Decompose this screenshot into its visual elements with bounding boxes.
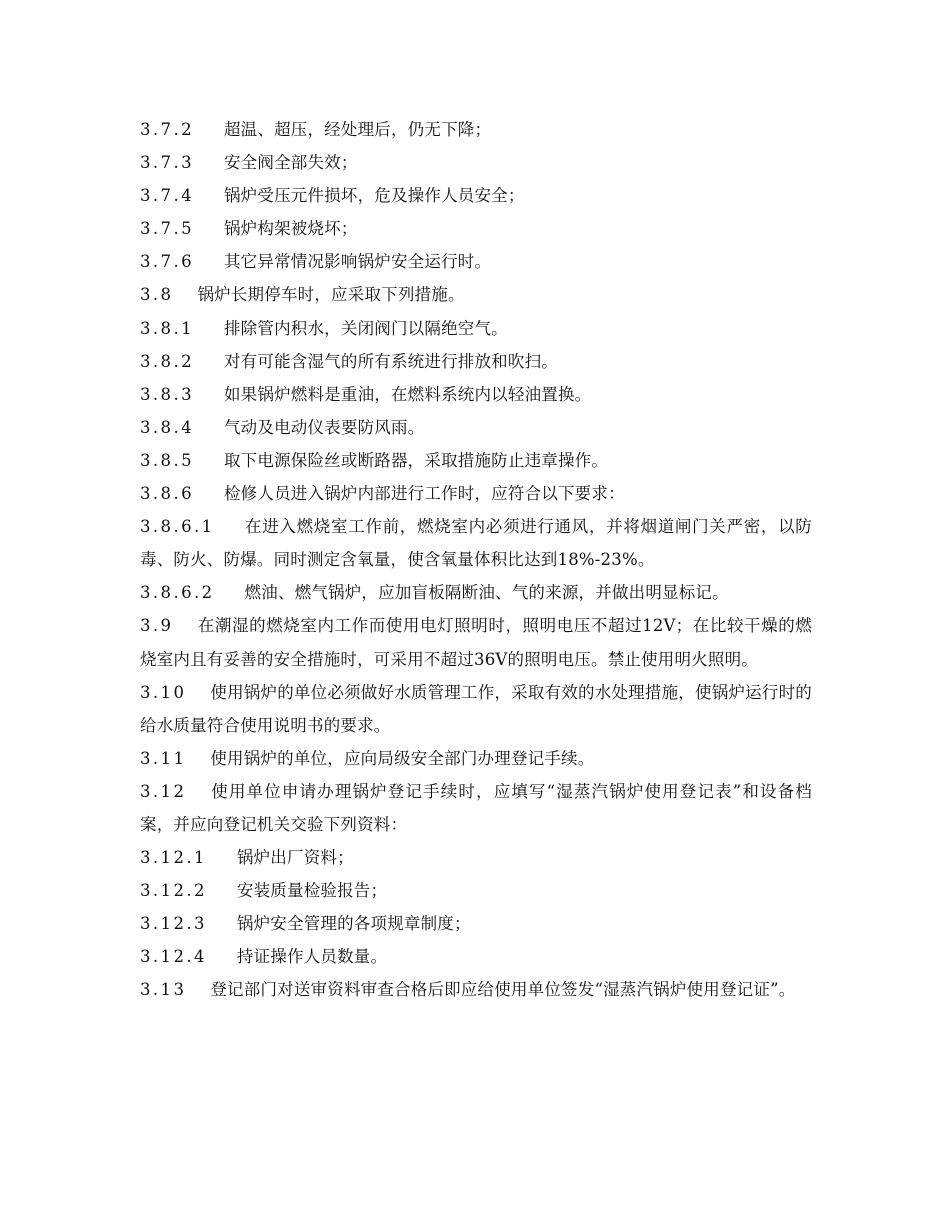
clause-text: 如果锅炉燃料是重油，在燃料系统内以轻油置换。 [223, 384, 592, 404]
clause-number: 3.8.2 [140, 351, 194, 371]
clause-number: 3.13 [140, 980, 187, 1000]
clause-text: 使用锅炉的单位必须做好水质管理工作，采取有效的水处理措施，使锅炉运行时的给水质量符合使用说明书的要求。 [140, 682, 812, 735]
clause-number: 3.7.6 [140, 252, 194, 272]
document-body [140, 113, 812, 1007]
clause-text: 锅炉安全管理的各项规章制度； [236, 914, 471, 934]
paragraph-3-12-3 [140, 907, 812, 940]
paragraph-3-8-6-1 [140, 510, 812, 576]
paragraph-3-12-1 [140, 841, 812, 874]
clause-text: 取下电源保险丝或断路器，采取措施防止违章操作。 [223, 450, 609, 470]
clause-number: 3.8.3 [140, 384, 194, 404]
clause-number: 3.7.4 [140, 186, 194, 206]
paragraph-3-12-4 [140, 940, 812, 973]
clause-text: 持证操作人员数量。 [236, 947, 388, 967]
clause-number: 3.8.6.2 [140, 583, 215, 603]
clause-text: 锅炉出厂资料； [236, 848, 354, 868]
clause-number: 3.8.4 [140, 417, 194, 437]
clause-text: 检修人员进入锅炉内部进行工作时，应符合以下要求： [223, 484, 625, 504]
paragraph-3-10 [140, 676, 812, 742]
paragraph-3-7-3 [140, 146, 812, 179]
clause-number: 3.8 [140, 285, 174, 305]
paragraph-3-8-5 [140, 444, 812, 477]
clause-text: 安全阀全部失效； [223, 153, 358, 173]
paragraph-3-8-1 [140, 312, 812, 345]
clause-text: 其它异常情况影响锅炉安全运行时。 [223, 252, 492, 272]
clause-text: 锅炉受压元件损坏，危及操作人员安全； [223, 186, 525, 206]
clause-text: 气动及电动仪表要防风雨。 [223, 417, 425, 437]
paragraph-3-12-2 [140, 874, 812, 907]
clause-number: 3.8.1 [140, 318, 194, 338]
paragraph-3-8-3 [140, 378, 812, 411]
clause-number: 3.8.6 [140, 484, 194, 504]
clause-number: 3.12.3 [140, 914, 207, 934]
paragraph-3-8-4 [140, 411, 812, 444]
clause-number: 3.8.5 [140, 450, 194, 470]
clause-text: 超温、超压，经处理后，仍无下降； [223, 120, 492, 139]
clause-text: 燃油、燃气锅炉，应加盲板隔断油、气的来源，并做出明显标记。 [244, 583, 729, 603]
clause-number: 3.12.1 [140, 848, 207, 868]
clause-number: 3.7.5 [140, 219, 194, 239]
clause-text: 对有可能含湿气的所有系统进行排放和吹扫。 [223, 351, 558, 371]
clause-number: 3.12.2 [140, 881, 207, 901]
clause-number: 3.9 [140, 616, 174, 636]
clause-text: 在进入燃烧室工作前，燃烧室内必须进行通风，并将烟道闸门关严密，以防毒、防火、防爆。同时测定含氧量，使含氧量体积比达到18%-23%。 [140, 517, 812, 570]
paragraph-3-13 [140, 973, 812, 1006]
clause-number: 3.12 [140, 781, 187, 801]
paragraph-3-11 [140, 742, 812, 775]
clause-text: 锅炉构架被烧坏； [223, 219, 358, 239]
clause-text: 排除管内积水，关闭阀门以隔绝空气。 [223, 318, 508, 338]
clause-number: 3.10 [140, 682, 187, 702]
clause-number: 3.8.6.1 [140, 517, 215, 537]
paragraph-3-7-6 [140, 245, 812, 278]
paragraph-3-8-6 [140, 477, 812, 510]
clause-text: 安装质量检验报告； [236, 881, 388, 901]
clause-number: 3.7.2 [140, 120, 194, 139]
clause-number: 3.11 [140, 748, 187, 768]
paragraph-3-8-6-2 [140, 576, 812, 609]
clause-text: 使用锅炉的单位，应向局级安全部门办理登记手续。 [210, 748, 595, 768]
clause-text: 在潮湿的燃烧室内工作而使用电灯照明时，照明电压不超过12V；在比较干燥的燃烧室内且有妥善的安全措施时，可采用不超过36V的照明电压。禁止使用明火照明。 [140, 616, 812, 669]
clause-number: 3.7.3 [140, 153, 194, 173]
clause-text: 使用单位申请办理锅炉登记手续时，应填写“湿蒸汽锅炉使用登记表”和设备档案，并应向登记机关交验下列资料： [140, 781, 812, 834]
clause-number: 3.12.4 [140, 947, 207, 967]
paragraph-3-7-4 [140, 179, 812, 212]
paragraph-3-7-5 [140, 212, 812, 245]
paragraph-3-12 [140, 775, 812, 841]
paragraph-3-8 [140, 278, 812, 311]
paragraph-3-8-2 [140, 345, 812, 378]
paragraph-3-7-2 [140, 113, 812, 146]
clause-text: 锅炉长期停车时，应采取下列措施。 [197, 285, 465, 305]
paragraph-3-9 [140, 609, 812, 675]
clause-text: 登记部门对送审资料审查合格后即应给使用单位签发“湿蒸汽锅炉使用登记证”。 [210, 980, 796, 1000]
